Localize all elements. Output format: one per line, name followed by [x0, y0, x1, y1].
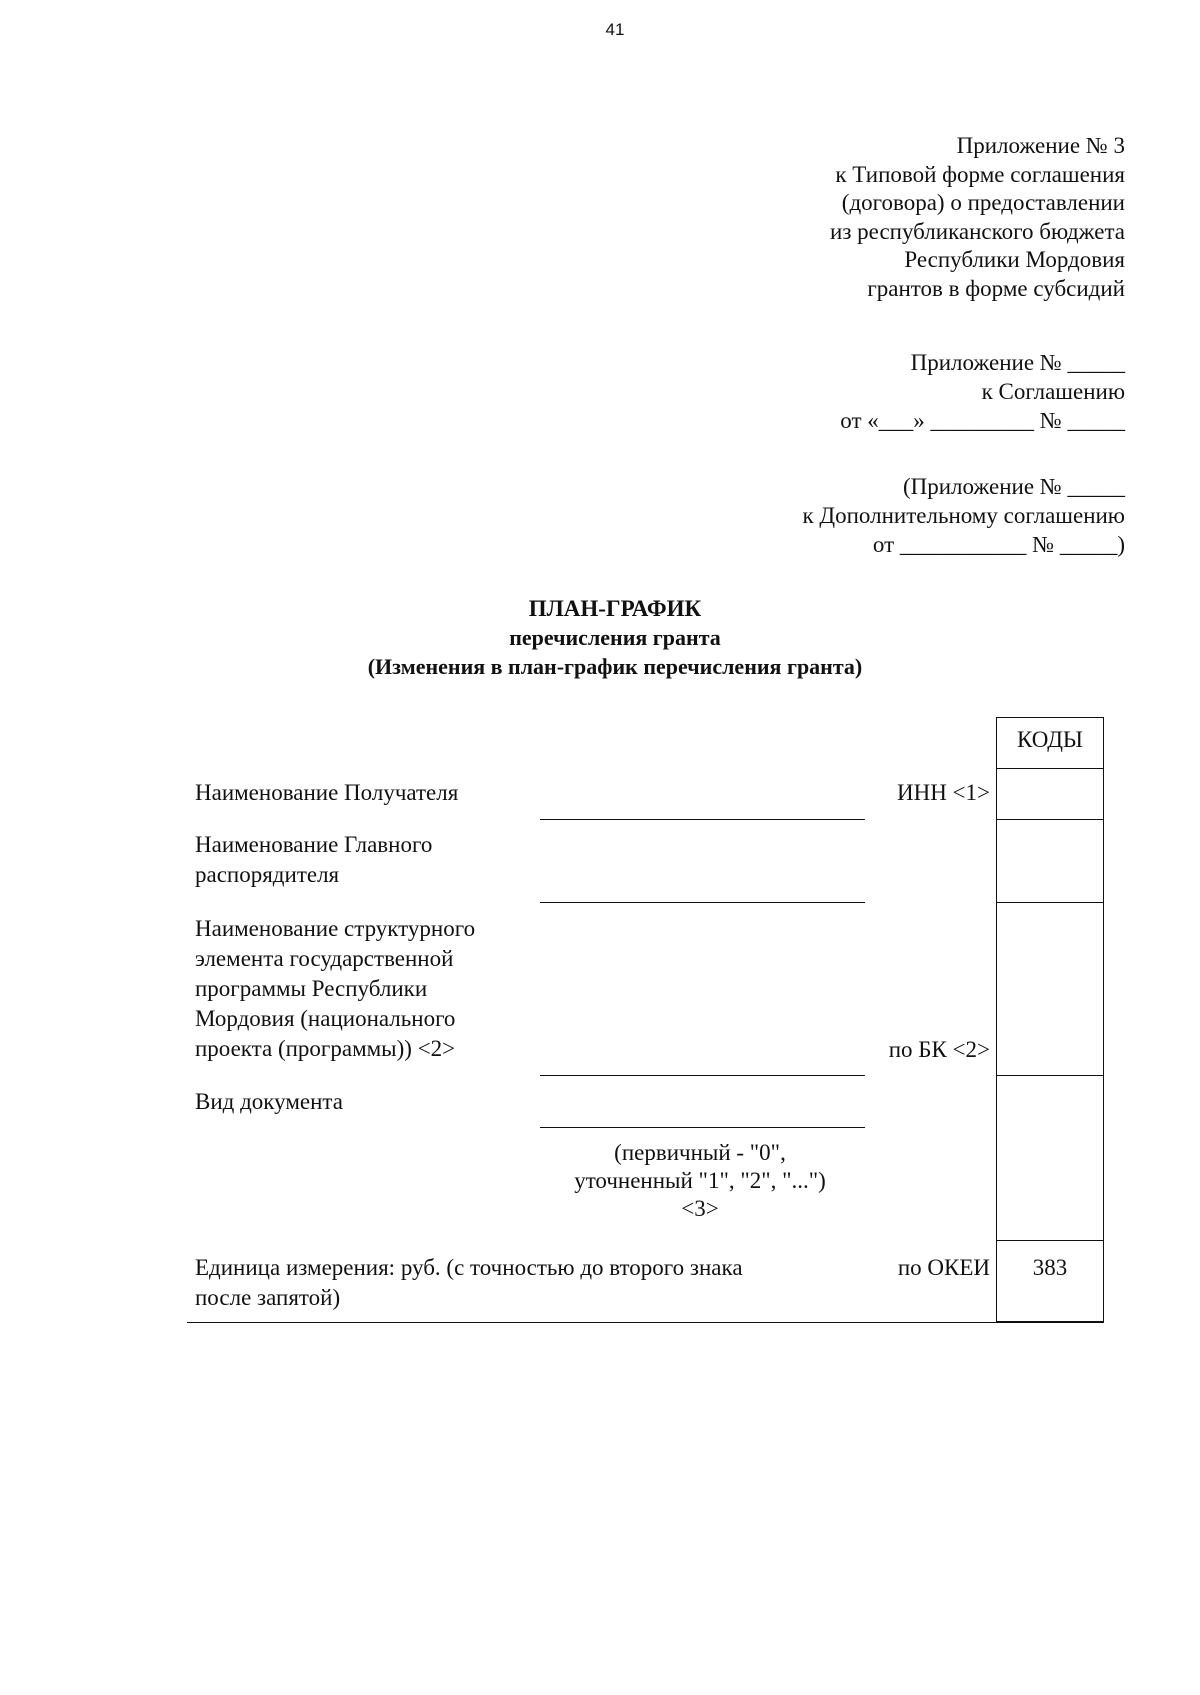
codes-divider [996, 902, 1104, 903]
agreement-line: Приложение № _____ [910, 350, 1125, 375]
codes-divider [996, 768, 1104, 769]
struct-element-label-line4: Мордовия (национального [195, 1006, 456, 1031]
struct-element-label-line1: Наименование структурного [195, 916, 476, 941]
struct-element-label-line5: проекта (программы)) <2> [195, 1036, 456, 1061]
inn-label: ИНН <1> [896, 780, 990, 805]
okei-code: 383 [1032, 1255, 1068, 1280]
doc-type-hint-line: (первичный - "0", [614, 1140, 786, 1165]
struct-element-label-line2: элемента государственной [195, 946, 454, 971]
additional-agreement-line: к Дополнительному соглашению [802, 503, 1125, 528]
doc-type-hint-line: уточненный "1", "2", "...") [574, 1168, 826, 1193]
doc-type-label: Вид документа [195, 1089, 343, 1114]
main-manager-label-line2: распорядителя [195, 862, 340, 887]
document-heading [0, 594, 1200, 681]
page-number: 41 [605, 20, 625, 39]
appendix-line: к Типовой форме соглашения [835, 161, 1125, 187]
doc-type-hint-line: <3> [681, 1196, 719, 1221]
codes-divider [996, 1240, 1104, 1241]
codes-column [996, 717, 1104, 1322]
appendix-line: Республики Мордовия [904, 247, 1125, 272]
agreement-reference [840, 348, 1125, 435]
main-manager-label-line1: Наименование Главного [195, 832, 433, 857]
appendix-line: грантов в форме субсидий [867, 275, 1125, 301]
additional-agreement-line: (Приложение № _____ [902, 474, 1125, 499]
codes-header: КОДЫ [1017, 727, 1083, 752]
struct-element-label-line3: программы Республики [195, 976, 428, 1001]
unit-label-line2: после запятой) [195, 1285, 341, 1310]
main-manager-field[interactable] [540, 902, 865, 903]
form-bottom-line [187, 1322, 1104, 1323]
additional-agreement-line: от ___________ № _____) [872, 532, 1125, 557]
bk-label: по БК <2> [888, 1037, 990, 1062]
agreement-line: к Соглашению [981, 379, 1125, 404]
document-subtitle: перечисления гранта [509, 625, 721, 650]
document-title: ПЛАН-ГРАФИК [528, 596, 702, 621]
okei-label: по ОКЕИ [897, 1255, 990, 1280]
recipient-label: Наименование Получателя [195, 780, 459, 805]
codes-divider [996, 819, 1104, 820]
appendix-line: из республиканского бюджета [830, 218, 1125, 244]
additional-agreement-reference [803, 472, 1126, 559]
appendix-line: Приложение № 3 [956, 133, 1125, 158]
struct-element-field[interactable] [540, 1075, 865, 1076]
doc-type-field[interactable] [540, 1127, 865, 1128]
document-subtitle-changes: (Изменения в план-график перечисления гранта) [367, 654, 863, 679]
appendix-reference [830, 132, 1125, 303]
appendix-line: (договора) о предоставлении [841, 190, 1125, 215]
codes-divider [996, 1075, 1104, 1076]
doc-type-hint [540, 1139, 860, 1223]
agreement-line: от «___» _________ № _____ [840, 408, 1125, 433]
unit-label-line1: Единица измерения: руб. (с точностью до второго знака [195, 1255, 743, 1280]
recipient-field[interactable] [540, 819, 865, 820]
